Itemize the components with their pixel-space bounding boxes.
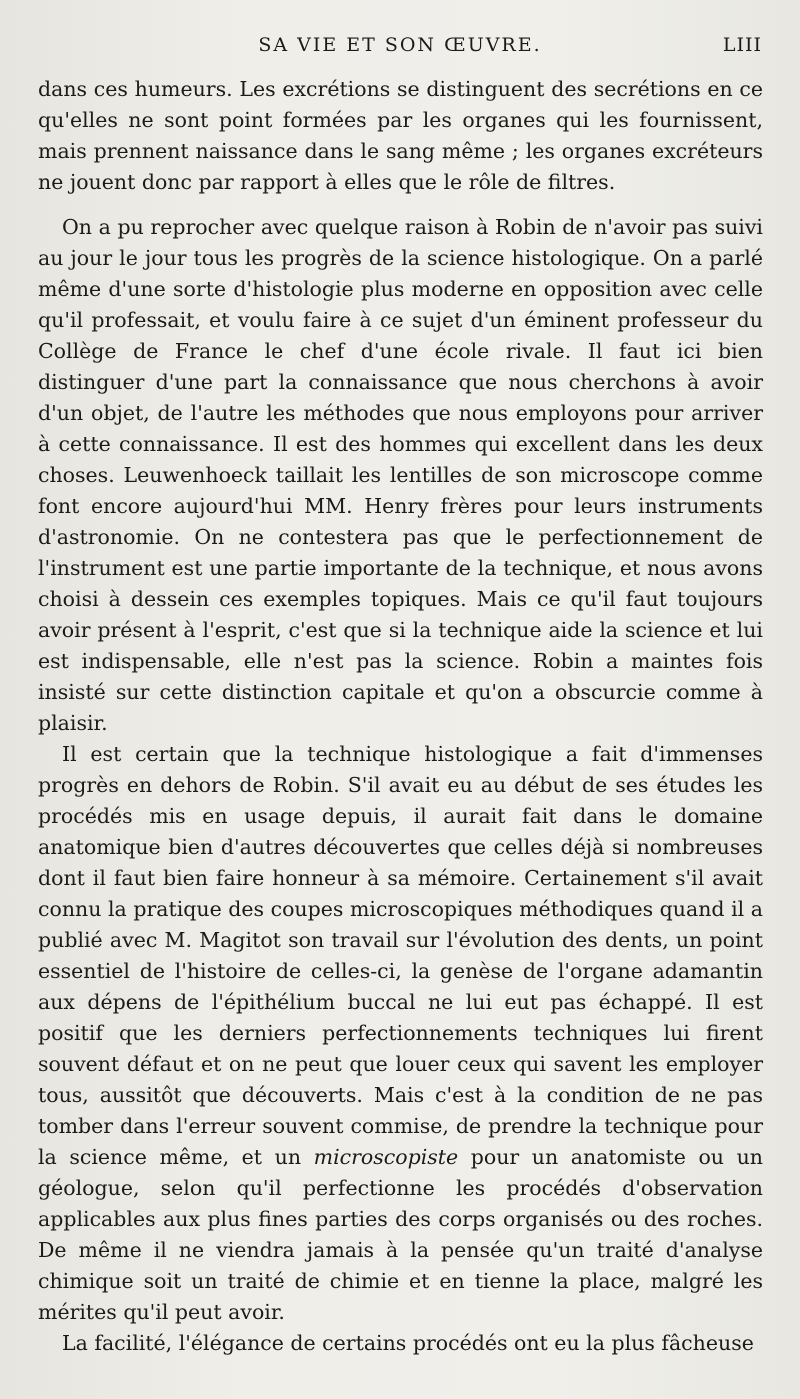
paragraph-4: La facilité, l'élégance de certains procédés ont eu la plus fâcheuse: [62, 1331, 754, 1355]
page-number: LIII: [722, 34, 762, 56]
paragraph-3-part-1: Il est certain que la technique histologique a fait d'immenses progrès en dehors de Robin. S'il avait eu au début de ses études les procédés mis en usage depuis, il aurait fait dans le domaine anatomique bien d'autres découvertes que celles déjà si nombreuses dont il faut bien faire honneur à sa mémoire. Certainement s'il avait connu la pratique des coupes microscopiques méthodiques quand il a publié avec M. Magitot son travail sur l'évolution des dents, un point essentiel de l'histoire de celles-ci, la genèse de l'organe adamantin aux dépens de l'épithélium buccal ne lui eut pas échappé. Il est positif que les derniers perfectionnements techniques lui firent souvent défaut et on ne peut que louer ceux qui savent les employer tous, aussitôt que découverts. Mais c'est à la condition de ne pas tomber dans l'erreur souvent commise, de prendre la technique pour la science même, et un: [38, 742, 763, 1169]
running-title: SA VIE ET SON ŒUVRE.: [258, 34, 542, 56]
paragraph-3-part-2: pour un anatomiste ou un géologue, selon qu'il perfectionne les procédés d'observation applicables aux plus fines parties des corps organisés ou des roches. De même il ne viendra jamais à la pensée qu'un traité d'analyse chimique soit un traité de chimie et en tienne la place, malgré les mérites qu'il peut avoir.: [38, 1145, 763, 1324]
paragraph-3: [38, 739, 763, 1328]
paragraph-2: On a pu reprocher avec quelque raison à Robin de n'avoir pas suivi au jour le jour tous les progrès de la science histologique. On a parlé même d'une sorte d'histologie plus moderne en opposition avec celle qu'il professait, et voulu faire à ce sujet d'un éminent professeur du Collège de France le chef d'une école rivale. Il faut ici bien distinguer d'une part la connaissance que nous cherchons à avoir d'un objet, de l'autre les méthodes que nous employons pour arriver à cette connaissance. Il est des hommes qui excellent dans les deux choses. Leuwenhoeck taillait les lentilles de son microscope comme font encore aujourd'hui MM. Henry frères pour leurs instruments d'astronomie. On ne contestera pas que le perfectionnement de l'instrument est une partie importante de la technique, et nous avons choisi à dessein ces exemples topiques. Mais ce qu'il faut toujours avoir présent à l'esprit, c'est que si la technique aide la science et lui est indispensable, elle n'est pas la science. Robin a maintes fois insisté sur cette distinction capitale et qu'on a obscurcie comme à plaisir.: [38, 215, 763, 735]
italic-term: microscopiste: [313, 1145, 459, 1169]
paragraph-1: dans ces humeurs. Les excrétions se distinguent des secrétions en ce qu'elles ne sont point formées par les organes qui les fournissent, mais prennent naissance dans le sang même ; les organes excréteurs ne jouent donc par rapport à elles que le rôle de filtres.: [38, 77, 763, 194]
body-text: [38, 74, 763, 1359]
page-header: [38, 34, 762, 60]
